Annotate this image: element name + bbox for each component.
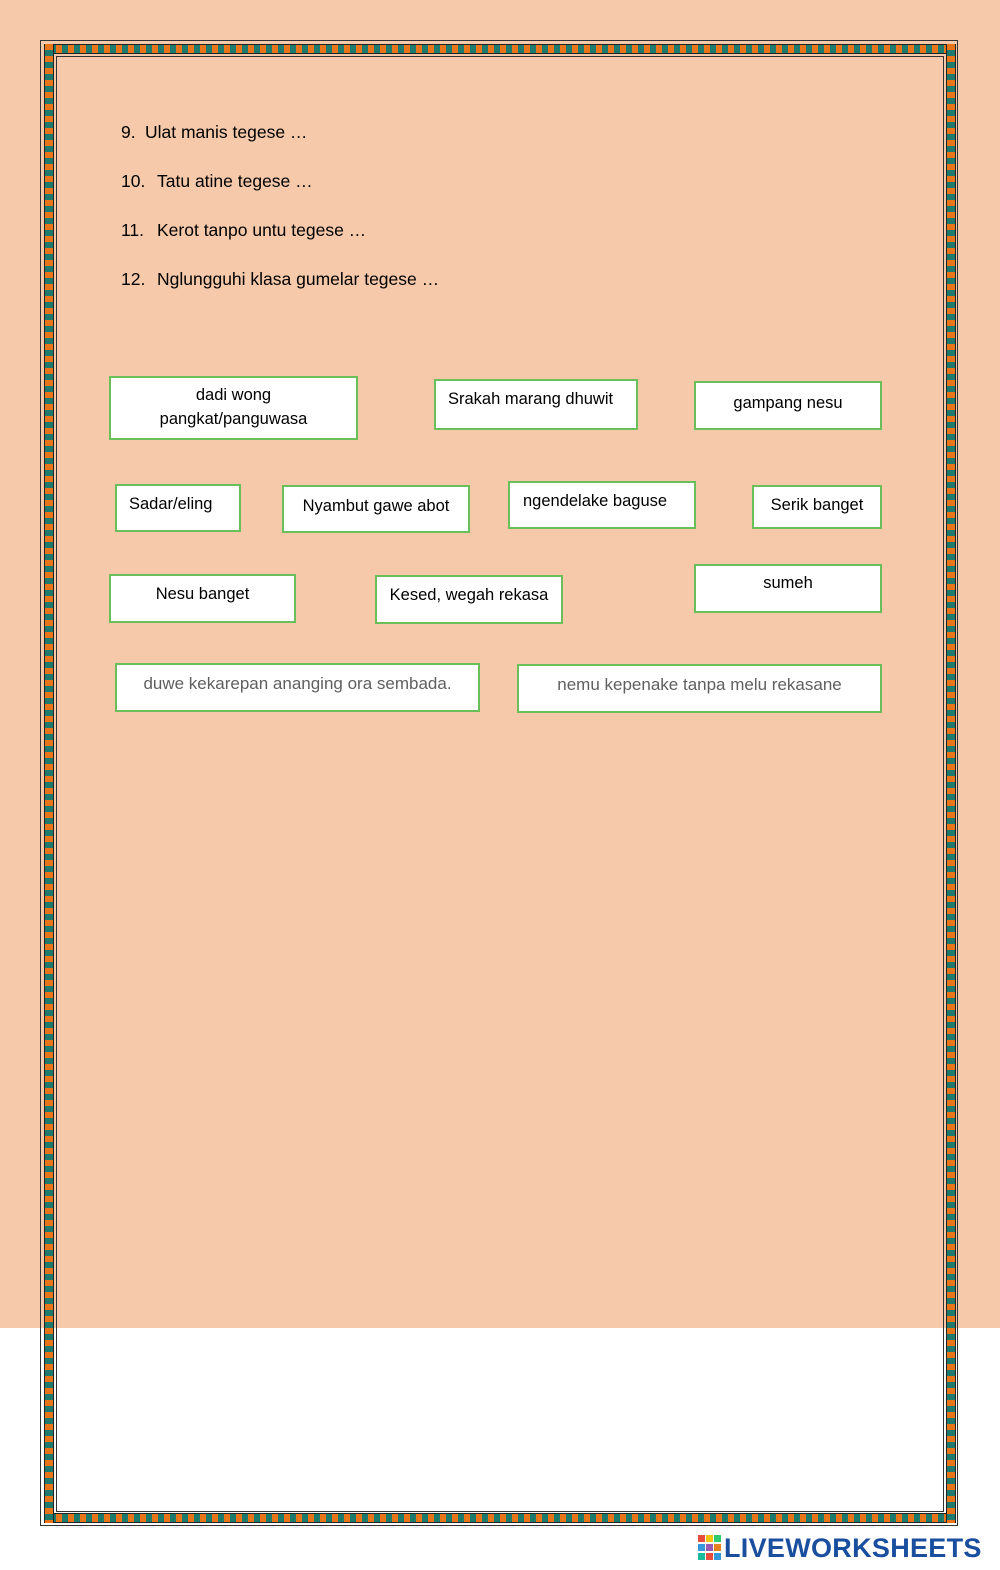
liveworksheets-logo-text: LIVEWORKSHEETS xyxy=(724,1532,982,1563)
question-text: Ulat manis tegese … xyxy=(145,122,308,142)
answer-label: Nesu banget xyxy=(155,585,250,603)
answer-ngendelake-baguse[interactable] xyxy=(508,481,696,529)
answer-label-line-2: pangkat/panguwasa xyxy=(159,410,308,428)
question-12 xyxy=(121,269,439,290)
answer-sumeh[interactable] xyxy=(694,564,882,613)
frame-top-pattern xyxy=(44,44,956,54)
answer-srakah-marang-dhuwit[interactable] xyxy=(434,379,638,430)
answer-serik-banget[interactable] xyxy=(752,485,882,529)
liveworksheets-logo-icon xyxy=(698,1535,722,1561)
answer-label: nemu kepenake tanpa melu rekasane xyxy=(557,675,842,694)
answer-label: duwe kekarepan ananging ora sembada. xyxy=(143,674,452,693)
question-number: 12. xyxy=(121,269,146,289)
question-number: 11. xyxy=(121,220,145,240)
answer-nyambut-gawe-abot[interactable] xyxy=(282,485,470,533)
answer-label: Nyambut gawe abot xyxy=(302,497,450,515)
frame-left-pattern xyxy=(44,44,54,1523)
answer-label: sumeh xyxy=(763,574,813,592)
answer-label-line-1: dadi wong xyxy=(195,386,272,404)
question-9 xyxy=(121,122,307,143)
answer-gampang-nesu[interactable] xyxy=(694,381,882,430)
question-text: Tatu atine tegese … xyxy=(157,171,313,191)
answer-duwe-kekarepan[interactable] xyxy=(115,663,480,712)
question-text: Kerot tanpo untu tegese … xyxy=(157,220,367,240)
answer-label: ngendelake baguse xyxy=(523,492,668,510)
frame-bottom-pattern xyxy=(44,1513,956,1523)
question-number: 9. xyxy=(121,122,136,142)
question-11 xyxy=(121,220,366,241)
answer-nemu-kepenake[interactable] xyxy=(517,664,882,713)
question-number: 10. xyxy=(121,171,146,191)
liveworksheets-logo[interactable] xyxy=(698,1533,982,1563)
answer-label: Kesed, wegah rekasa xyxy=(389,586,549,604)
question-text: Nglungguhi klasa gumelar tegese … xyxy=(157,269,440,289)
answer-label: Srakah marang dhuwit xyxy=(448,390,614,408)
answer-sadar-eling[interactable] xyxy=(115,484,241,532)
answer-nesu-banget[interactable] xyxy=(109,574,296,623)
answer-dadi-wong-pangkat[interactable] xyxy=(109,376,358,440)
frame-right-pattern xyxy=(946,44,956,1523)
answer-kesed-wegah-rekasa[interactable] xyxy=(375,575,563,624)
answer-label: gampang nesu xyxy=(733,394,843,412)
question-10 xyxy=(121,171,313,192)
answer-label: Serik banget xyxy=(770,496,864,514)
answer-label: Sadar/eling xyxy=(129,495,213,513)
